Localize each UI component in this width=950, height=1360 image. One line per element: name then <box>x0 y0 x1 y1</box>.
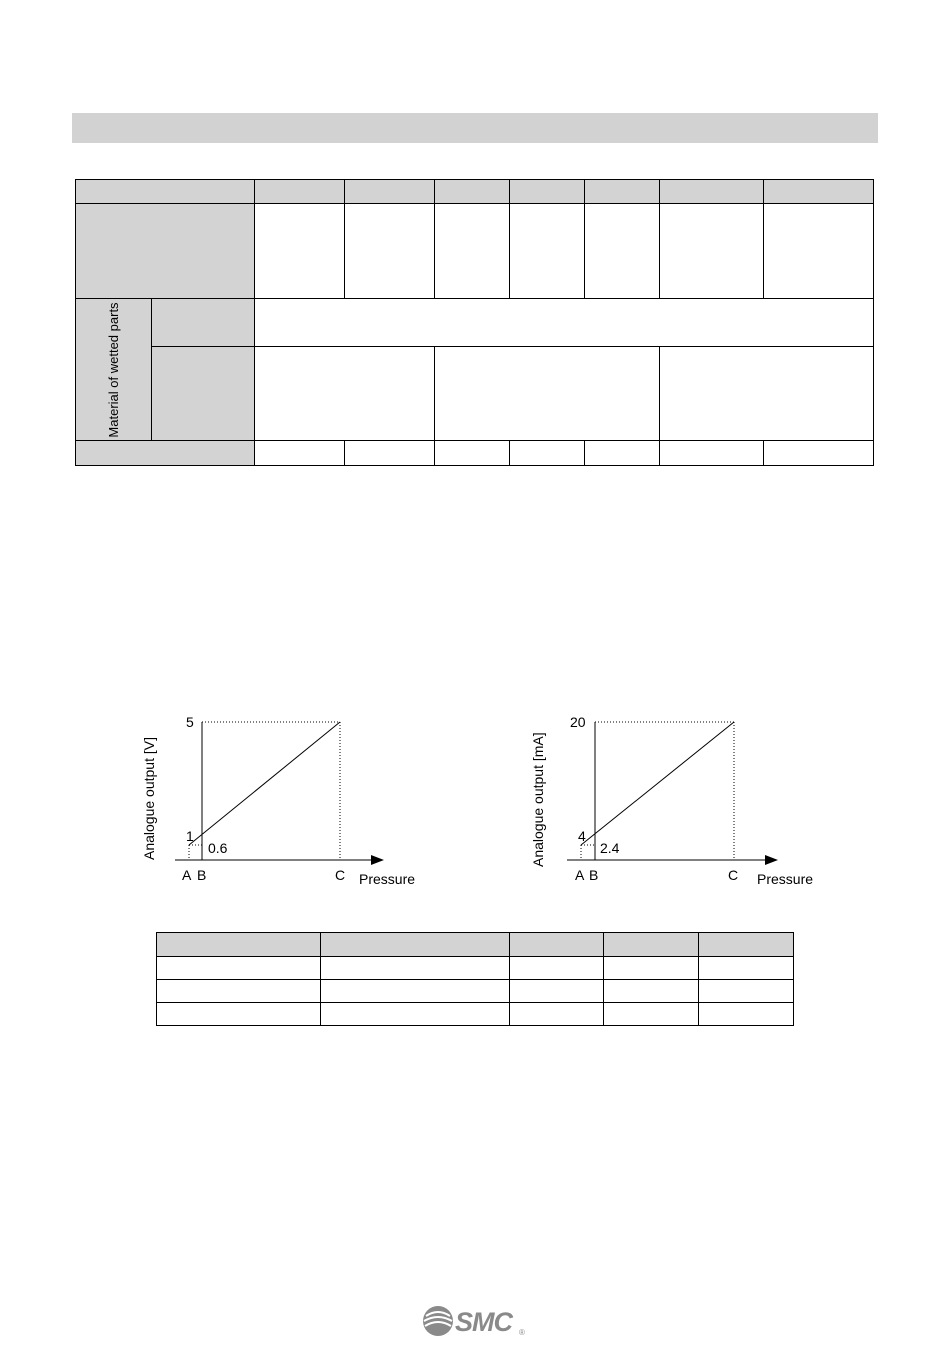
y-low-tick: 1 <box>186 828 194 844</box>
spec-cell <box>510 204 585 299</box>
range-cell <box>157 957 321 980</box>
y-axis-label: Analogue output [V] <box>141 737 157 860</box>
range-cell <box>510 1003 604 1026</box>
spec-row <box>76 441 874 466</box>
pressure-range-table <box>156 932 794 1026</box>
range-cell <box>321 1003 510 1026</box>
x-tick-b: B <box>589 867 599 883</box>
offset-value: 2.4 <box>600 840 620 856</box>
x-tick-c: C <box>335 867 346 883</box>
y-top-tick: 5 <box>186 714 194 730</box>
range-cell <box>510 957 604 980</box>
spec-cell <box>345 441 435 466</box>
spec-header-cell <box>76 180 255 204</box>
range-header-cell <box>510 933 604 957</box>
section-heading-bar <box>72 113 878 143</box>
smc-logo <box>420 1302 530 1340</box>
x-axis-label: Pressure <box>757 871 814 887</box>
wetted-parts-sublabel <box>152 347 255 441</box>
range-cell <box>604 980 699 1003</box>
spec-header-row <box>76 180 874 204</box>
spec-header-cell <box>764 180 874 204</box>
x-tick-a: A <box>182 867 192 883</box>
range-header-cell <box>699 933 794 957</box>
y-top-tick: 20 <box>570 714 586 730</box>
specifications-table <box>75 179 874 466</box>
voltage-output-graph <box>130 705 440 895</box>
spec-cell <box>510 441 585 466</box>
logo-text: SMC <box>455 1307 512 1337</box>
spec-cell <box>660 204 764 299</box>
spec-row-label <box>76 441 255 466</box>
output-line <box>581 722 734 845</box>
y-axis-label: Analogue output [mA] <box>530 732 546 867</box>
range-cell <box>157 1003 321 1026</box>
range-row <box>157 1003 794 1026</box>
spec-header-cell <box>345 180 435 204</box>
range-row <box>157 980 794 1003</box>
wetted-parts-sublabel <box>152 299 255 347</box>
wetted-parts-label: Material of wetted parts <box>105 301 121 438</box>
spec-header-cell <box>510 180 585 204</box>
spec-cell <box>764 204 874 299</box>
spec-row-label <box>76 204 255 299</box>
spec-cell <box>255 204 345 299</box>
wetted-parts-value <box>660 347 874 441</box>
spec-header-cell <box>255 180 345 204</box>
range-header-cell <box>321 933 510 957</box>
x-axis-label: Pressure <box>359 871 416 887</box>
spec-cell <box>435 441 510 466</box>
range-cell <box>699 980 794 1003</box>
wetted-parts-value <box>255 299 874 347</box>
registered-mark: ® <box>519 1328 525 1337</box>
range-cell <box>321 957 510 980</box>
x-tick-a: A <box>575 867 585 883</box>
range-cell <box>321 980 510 1003</box>
range-cell <box>510 980 604 1003</box>
wetted-parts-value <box>435 347 660 441</box>
wetted-parts-row-1 <box>76 299 874 347</box>
range-cell <box>604 957 699 980</box>
x-axis-arrow-icon <box>765 855 778 865</box>
x-axis-arrow-icon <box>371 855 384 865</box>
range-cell <box>699 1003 794 1026</box>
spec-cell <box>764 441 874 466</box>
y-low-tick: 4 <box>578 828 586 844</box>
wetted-parts-label-cell <box>76 299 152 441</box>
offset-value: 0.6 <box>208 840 228 856</box>
wetted-parts-value <box>255 347 435 441</box>
x-tick-b: B <box>197 867 207 883</box>
spec-cell <box>345 204 435 299</box>
spec-header-cell <box>435 180 510 204</box>
range-cell <box>157 980 321 1003</box>
spec-cell <box>585 204 660 299</box>
spec-row <box>76 204 874 299</box>
spec-cell <box>255 441 345 466</box>
wetted-parts-row-2 <box>76 347 874 441</box>
spec-cell <box>660 441 764 466</box>
range-row <box>157 957 794 980</box>
current-output-graph <box>525 705 835 895</box>
range-header-cell <box>157 933 321 957</box>
range-cell <box>699 957 794 980</box>
spec-cell <box>435 204 510 299</box>
output-line <box>189 722 340 845</box>
range-header-row <box>157 933 794 957</box>
range-header-cell <box>604 933 699 957</box>
x-tick-c: C <box>728 867 739 883</box>
smc-swirl-logo-icon <box>423 1306 453 1336</box>
spec-header-cell <box>585 180 660 204</box>
spec-cell <box>585 441 660 466</box>
range-cell <box>604 1003 699 1026</box>
spec-header-cell <box>660 180 764 204</box>
